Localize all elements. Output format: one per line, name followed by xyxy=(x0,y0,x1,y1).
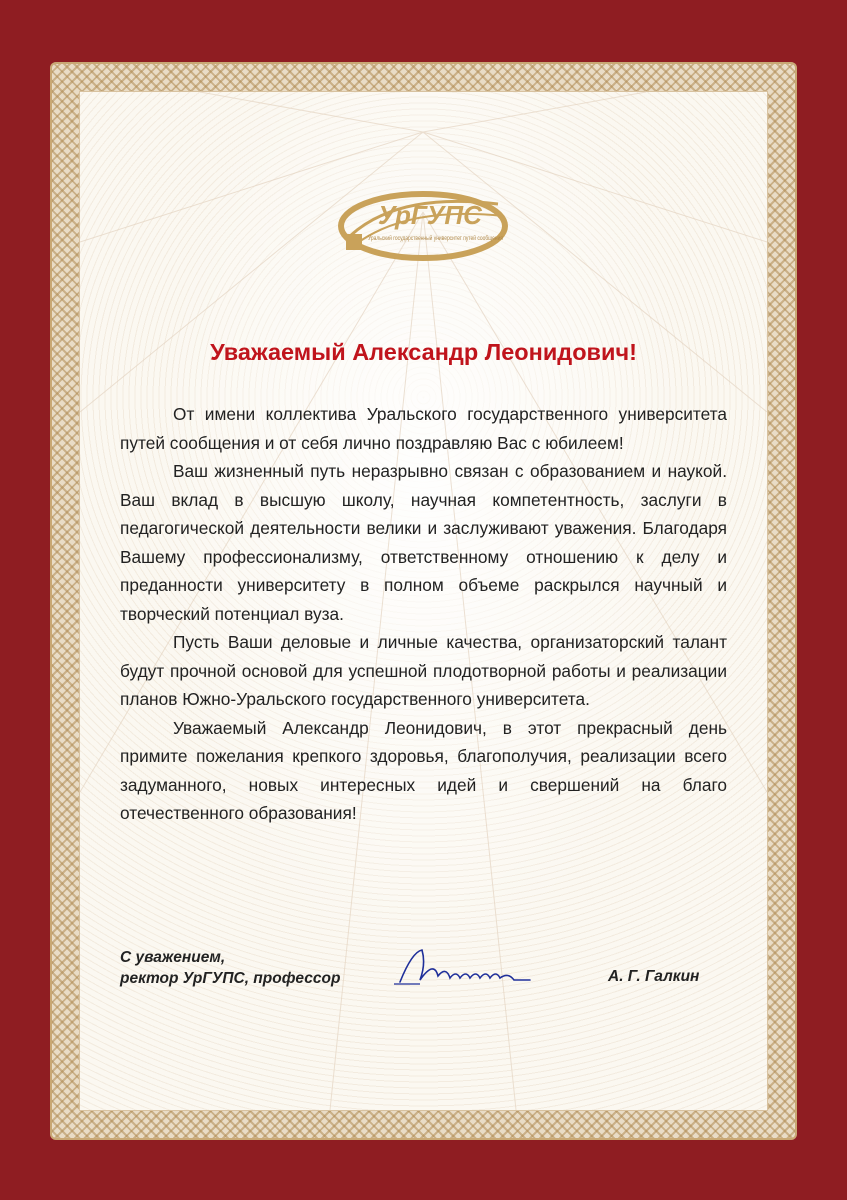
signoff-greeting: С уважением, xyxy=(120,949,226,966)
signer-name: А. Г. Галкин xyxy=(608,968,700,985)
paragraph-3: Пусть Ваши деловые и личные качества, организаторский талант будут прочной основой для успешной плодотворной работы и реализации планов Южно-Уральского государственного университета. xyxy=(120,632,727,709)
handwritten-signature xyxy=(390,944,540,994)
signoff-title: ректор УрГУПС, профессор xyxy=(120,970,341,987)
logo-subtitle: Уральский государственный университет путей сообщения xyxy=(368,235,547,242)
letter-body xyxy=(120,400,727,828)
paragraph-2: Ваш жизненный путь неразрывно связан с образованием и наукой. Ваш вклад в высшую школу, научная компетентность, заслуги в педагогической деятельности велики и заслуживают уважения. Благодаря Вашему профессионализму, ответственному отношению к делу и преданности университету в полном объеме раскрылся научный и творческий потенциал вуза. xyxy=(120,461,727,624)
urgups-logo xyxy=(338,184,547,264)
logo-wordmark: УрГУПС xyxy=(378,200,482,230)
letter-heading: Уважаемый Александр Леонидович! xyxy=(210,339,637,365)
letter-sheet xyxy=(80,92,767,1110)
paragraph-4: Уважаемый Александр Леонидович, в этот прекрасный день примите пожелания крепкого здоровья, благополучия, реализации всего задуманного, новых интересных идей и свершений на благо отечественного образования! xyxy=(120,717,727,823)
signoff-block xyxy=(120,947,340,989)
paragraph-1: От имени коллектива Уральского государственного университета путей сообщения и от себя лично поздравляю Вас с юбилеем! xyxy=(120,404,727,453)
